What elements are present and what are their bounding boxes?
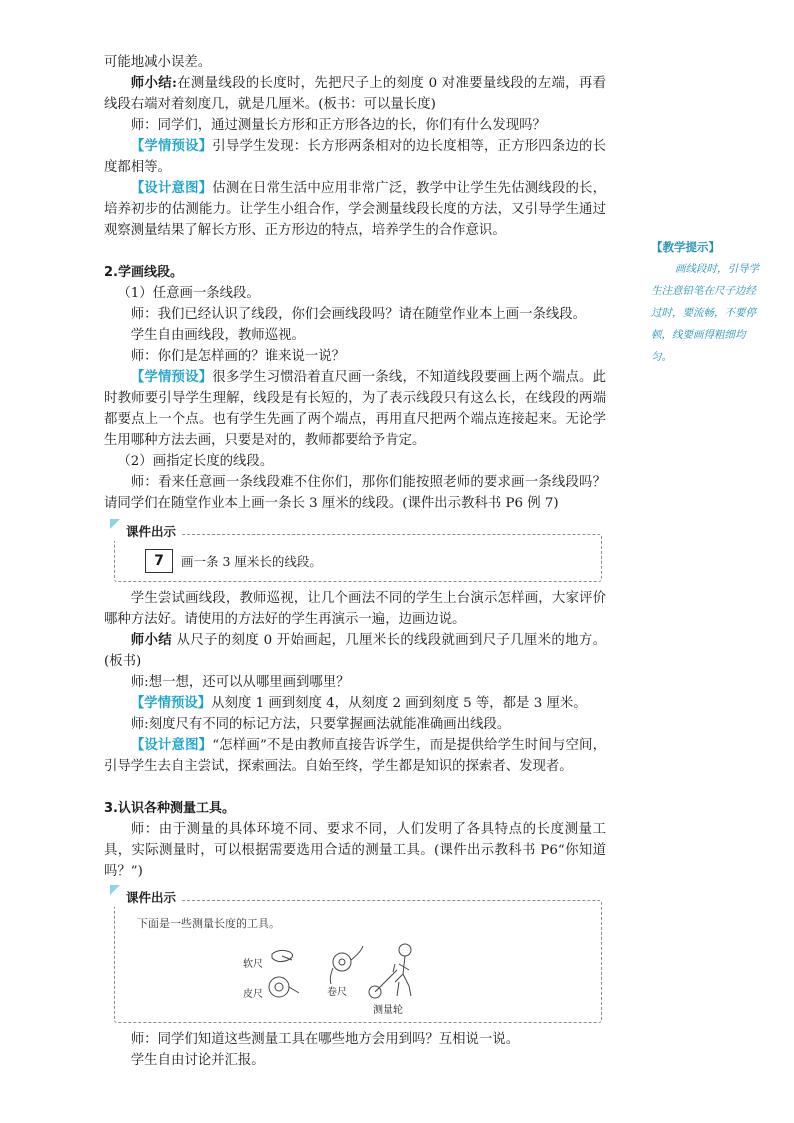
- corner-triangle-icon: [110, 519, 120, 529]
- lesson-content: [104, 52, 606, 1071]
- design-intent-paragraph: [104, 735, 606, 777]
- teacher-summary: [104, 630, 606, 672]
- tools-drawing: [137, 934, 597, 1016]
- example-text: 画一条 3 厘米长的线段。: [181, 553, 322, 569]
- courseware-label-text: 课件出示: [126, 524, 177, 539]
- preset-paragraph: [104, 367, 606, 451]
- preset-tag: 【学情预设】: [130, 138, 213, 154]
- tool-label-juanchi: 卷尺: [327, 987, 347, 998]
- section-heading: 3.认识各种测量工具。: [104, 801, 235, 816]
- courseware-label: [114, 523, 182, 541]
- teacher-summary: [104, 73, 606, 115]
- design-intent-paragraph: [104, 178, 606, 241]
- tape-measure-icon: [269, 977, 299, 997]
- section-heading: 2.学画线段。: [104, 265, 183, 280]
- design-tag: 【设计意图】: [130, 737, 213, 753]
- courseware-box: [114, 522, 602, 582]
- preset-text: 从刻度 1 画到刻度 4，从刻度 2 画到刻度 5 等，都是 3 厘米。: [211, 696, 587, 711]
- preset-paragraph: [104, 136, 606, 178]
- courseware-label: [114, 889, 182, 907]
- paragraph: 师：由于测量的具体环境不同、要求不同，人们发明了各具特点的长度测量工具，实际测量时，可以根据需要选用合适的测量工具。(课件出示教科书 P6“你知道吗？”): [104, 822, 606, 879]
- tool-label-ruanchi: 软尺: [243, 959, 263, 970]
- paragraph: 师：你们是怎样画的？谁来说一说？: [130, 349, 346, 364]
- corner-triangle-icon: [110, 885, 120, 895]
- example-number: 7: [145, 549, 173, 573]
- paragraph: （2）画指定长度的线段。: [117, 454, 274, 469]
- paragraph: 师：我们已经认识了线段，你们会画线段吗？请在随堂作业本上画一条线段。: [130, 307, 587, 322]
- paragraph: 可能地减小误差。: [104, 55, 212, 70]
- paragraph: 师：同学们知道这些测量工具在哪些地方会用到吗？互相说一说。: [130, 1032, 520, 1047]
- preset-text: 很多学生习惯沿着直尺画一条线，不知道线段要画上两个端点。此时教师要引导学生理解，线段是有长短的，为了表示线段只有这么长，在线段的两端都要点上一个点。也有学生先画了两个端点，再用直尺把两个端点连接起来。无论学生用哪种方法去画，只要是对的，教师都要给予肯定。: [104, 370, 607, 448]
- paragraph: 师:刻度尺有不同的标记方法，只要掌握画法就能准确画出线段。: [130, 717, 511, 732]
- paragraph: 学生自由讨论并汇报。: [130, 1053, 265, 1068]
- measuring-wheel-icon: [369, 944, 411, 998]
- courseware-label-text: 课件出示: [126, 890, 177, 905]
- courseware-frame: [114, 900, 602, 1023]
- teaching-tip-sidebar: [651, 236, 763, 368]
- summary-lead: 师小结: [130, 632, 172, 648]
- design-tag: 【设计意图】: [130, 180, 213, 196]
- paragraph: 学生自由画线段，教师巡视。: [130, 328, 305, 343]
- paragraph: 学生尝试画线段，教师巡视，让几个画法不同的学生上台演示怎样画，大家评价哪种方法好。请使用的方法好的学生再演示一遍，边画边说。: [104, 591, 606, 627]
- paragraph: 师:想一想，还可以从哪里画到哪里？: [130, 675, 350, 690]
- roll-ruler-icon: [330, 946, 363, 984]
- sidebar-title: 【教学提示】: [651, 240, 720, 254]
- preset-paragraph: [104, 693, 606, 714]
- tool-label-pichi: 皮尺: [243, 989, 263, 1000]
- design-text: 估测在日常生活中应用非常广泛，教学中让学生先估测线段的长，培养初步的估测能力。让学生小组合作，学会测量线段长度的方法，又引导学生通过观察测量结果了解长方形、正方形边的特点，培养学生的合作意识。: [104, 181, 607, 238]
- design-text: “怎样画”不是由教师直接告诉学生，而是提供给学生时间与空间，引导学生去自主尝试，探索画法。自始至终，学生都是知识的探索者、发现者。: [104, 738, 606, 774]
- preset-tag: 【学情预设】: [130, 695, 212, 711]
- courseware-frame: [114, 534, 602, 582]
- tool-label-celianglun: 测量轮: [373, 1005, 403, 1016]
- tools-caption: 下面是一些测量长度的工具。: [137, 917, 280, 930]
- summary-lead: 师小结:: [130, 75, 177, 91]
- summary-text: 从尺子的刻度 0 开始画起，几厘米长的线段就画到尺子几厘米的地方。(板书): [104, 633, 606, 669]
- sidebar-text: 画线段时，引导学生注意铅笔在尺子边经过时，要流畅，不要停顿，线要画得粗细均匀。: [651, 263, 759, 363]
- courseware-box: [114, 888, 602, 1023]
- summary-text: 在测量线段的长度时，先把尺子上的刻度 0 对准要量线段的左端，再看线段右端对着刻度几，就是几厘米。(板书：可以量长度): [104, 76, 606, 112]
- tools-illustration: [137, 934, 587, 1016]
- paragraph: 师：看来任意画一条线段难不住你们，那你们能按照老师的要求画一条线段吗？请同学们在随堂作业本上画一条长 3 厘米的线段。(课件出示教科书 P6 例 7): [104, 475, 606, 511]
- paragraph: 师：同学们，通过测量长方形和正方形各边的长，你们有什么发现吗？: [130, 118, 546, 133]
- example-row: [145, 549, 589, 573]
- preset-text: 引导学生发现：长方形两条相对的边长度相等，正方形四条边的长度都相等。: [104, 139, 607, 175]
- preset-tag: 【学情预设】: [130, 369, 213, 385]
- soft-ruler-icon: [272, 950, 293, 961]
- paragraph: （1）任意画一条线段。: [117, 286, 260, 301]
